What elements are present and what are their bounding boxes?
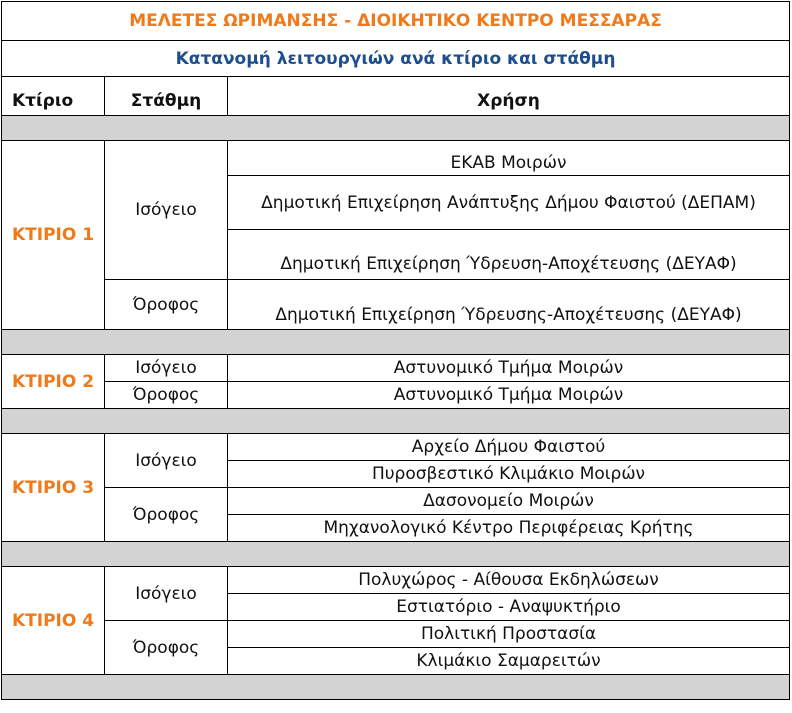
building-3-use: Αρχείο Δήμου Φαιστού [228,434,790,461]
building-1-use: Δημοτική Επιχείρηση Ανάπτυξης Δήμου Φαιστού (ΔΕΠΑΜ) [228,176,790,230]
separator-row [2,542,790,567]
building-3-level-ground: Ισόγειο [105,434,228,488]
header-level: Στάθμη [105,77,228,116]
building-1-use: Δημοτική Επιχείρηση Ύδρευσης-Αποχέτευσης (ΔΕΥΑΦ) [228,280,790,330]
building-4-use: Πολυχώρος - Αίθουσα Εκδηλώσεων [228,567,790,594]
building-1-level-ground: Ισόγειο [105,141,228,280]
building-2-use: Αστυνομικό Τμήμα Μοιρών [228,382,790,409]
table-subtitle: Κατανομή λειτουργιών ανά κτίριο και στάθμη [2,41,790,77]
separator-row [2,330,790,355]
separator-row [2,409,790,434]
building-3-use: Δασονομείο Μοιρών [228,488,790,515]
building-3-use: Πυροσβεστικό Κλιμάκιο Μοιρών [228,461,790,488]
building-3-name: ΚΤΙΡΙΟ 3 [2,434,105,542]
building-4-level-ground: Ισόγειο [105,567,228,621]
separator-row [2,675,790,700]
building-4-name: ΚΤΙΡΙΟ 4 [2,567,105,675]
header-building: Κτίριο [2,77,105,116]
building-4-use: Πολιτική Προστασία [228,621,790,648]
building-4-use: Κλιμάκιο Σαμαρειτών [228,648,790,675]
building-2-level-floor: Όροφος [105,382,228,409]
building-4-level-floor: Όροφος [105,621,228,675]
building-2-use: Αστυνομικό Τμήμα Μοιρών [228,355,790,382]
allocation-table [1,1,790,700]
table-title: ΜΕΛΕΤΕΣ ΩΡΙΜΑΝΣΗΣ - ΔΙΟΙΚΗΤΙΚΟ ΚΕΝΤΡΟ ΜΕΣΣΑΡΑΣ [2,2,790,41]
building-2-level-ground: Ισόγειο [105,355,228,382]
building-1-name: ΚΤΙΡΙΟ 1 [2,141,105,330]
building-2-name: ΚΤΙΡΙΟ 2 [2,355,105,409]
header-use: Χρήση [228,77,790,116]
separator-row [2,116,790,141]
building-3-level-floor: Όροφος [105,488,228,542]
building-1-use: Δημοτική Επιχείρηση Ύδρευση-Αποχέτευσης (ΔΕΥΑΦ) [228,230,790,280]
building-1-use: ΕΚΑΒ Μοιρών [228,141,790,176]
building-1-level-floor: Όροφος [105,280,228,330]
building-3-use: Μηχανολογικό Κέντρο Περιφέρειας Κρήτης [228,515,790,542]
building-4-use: Εστιατόριο - Αναψυκτήριο [228,594,790,621]
